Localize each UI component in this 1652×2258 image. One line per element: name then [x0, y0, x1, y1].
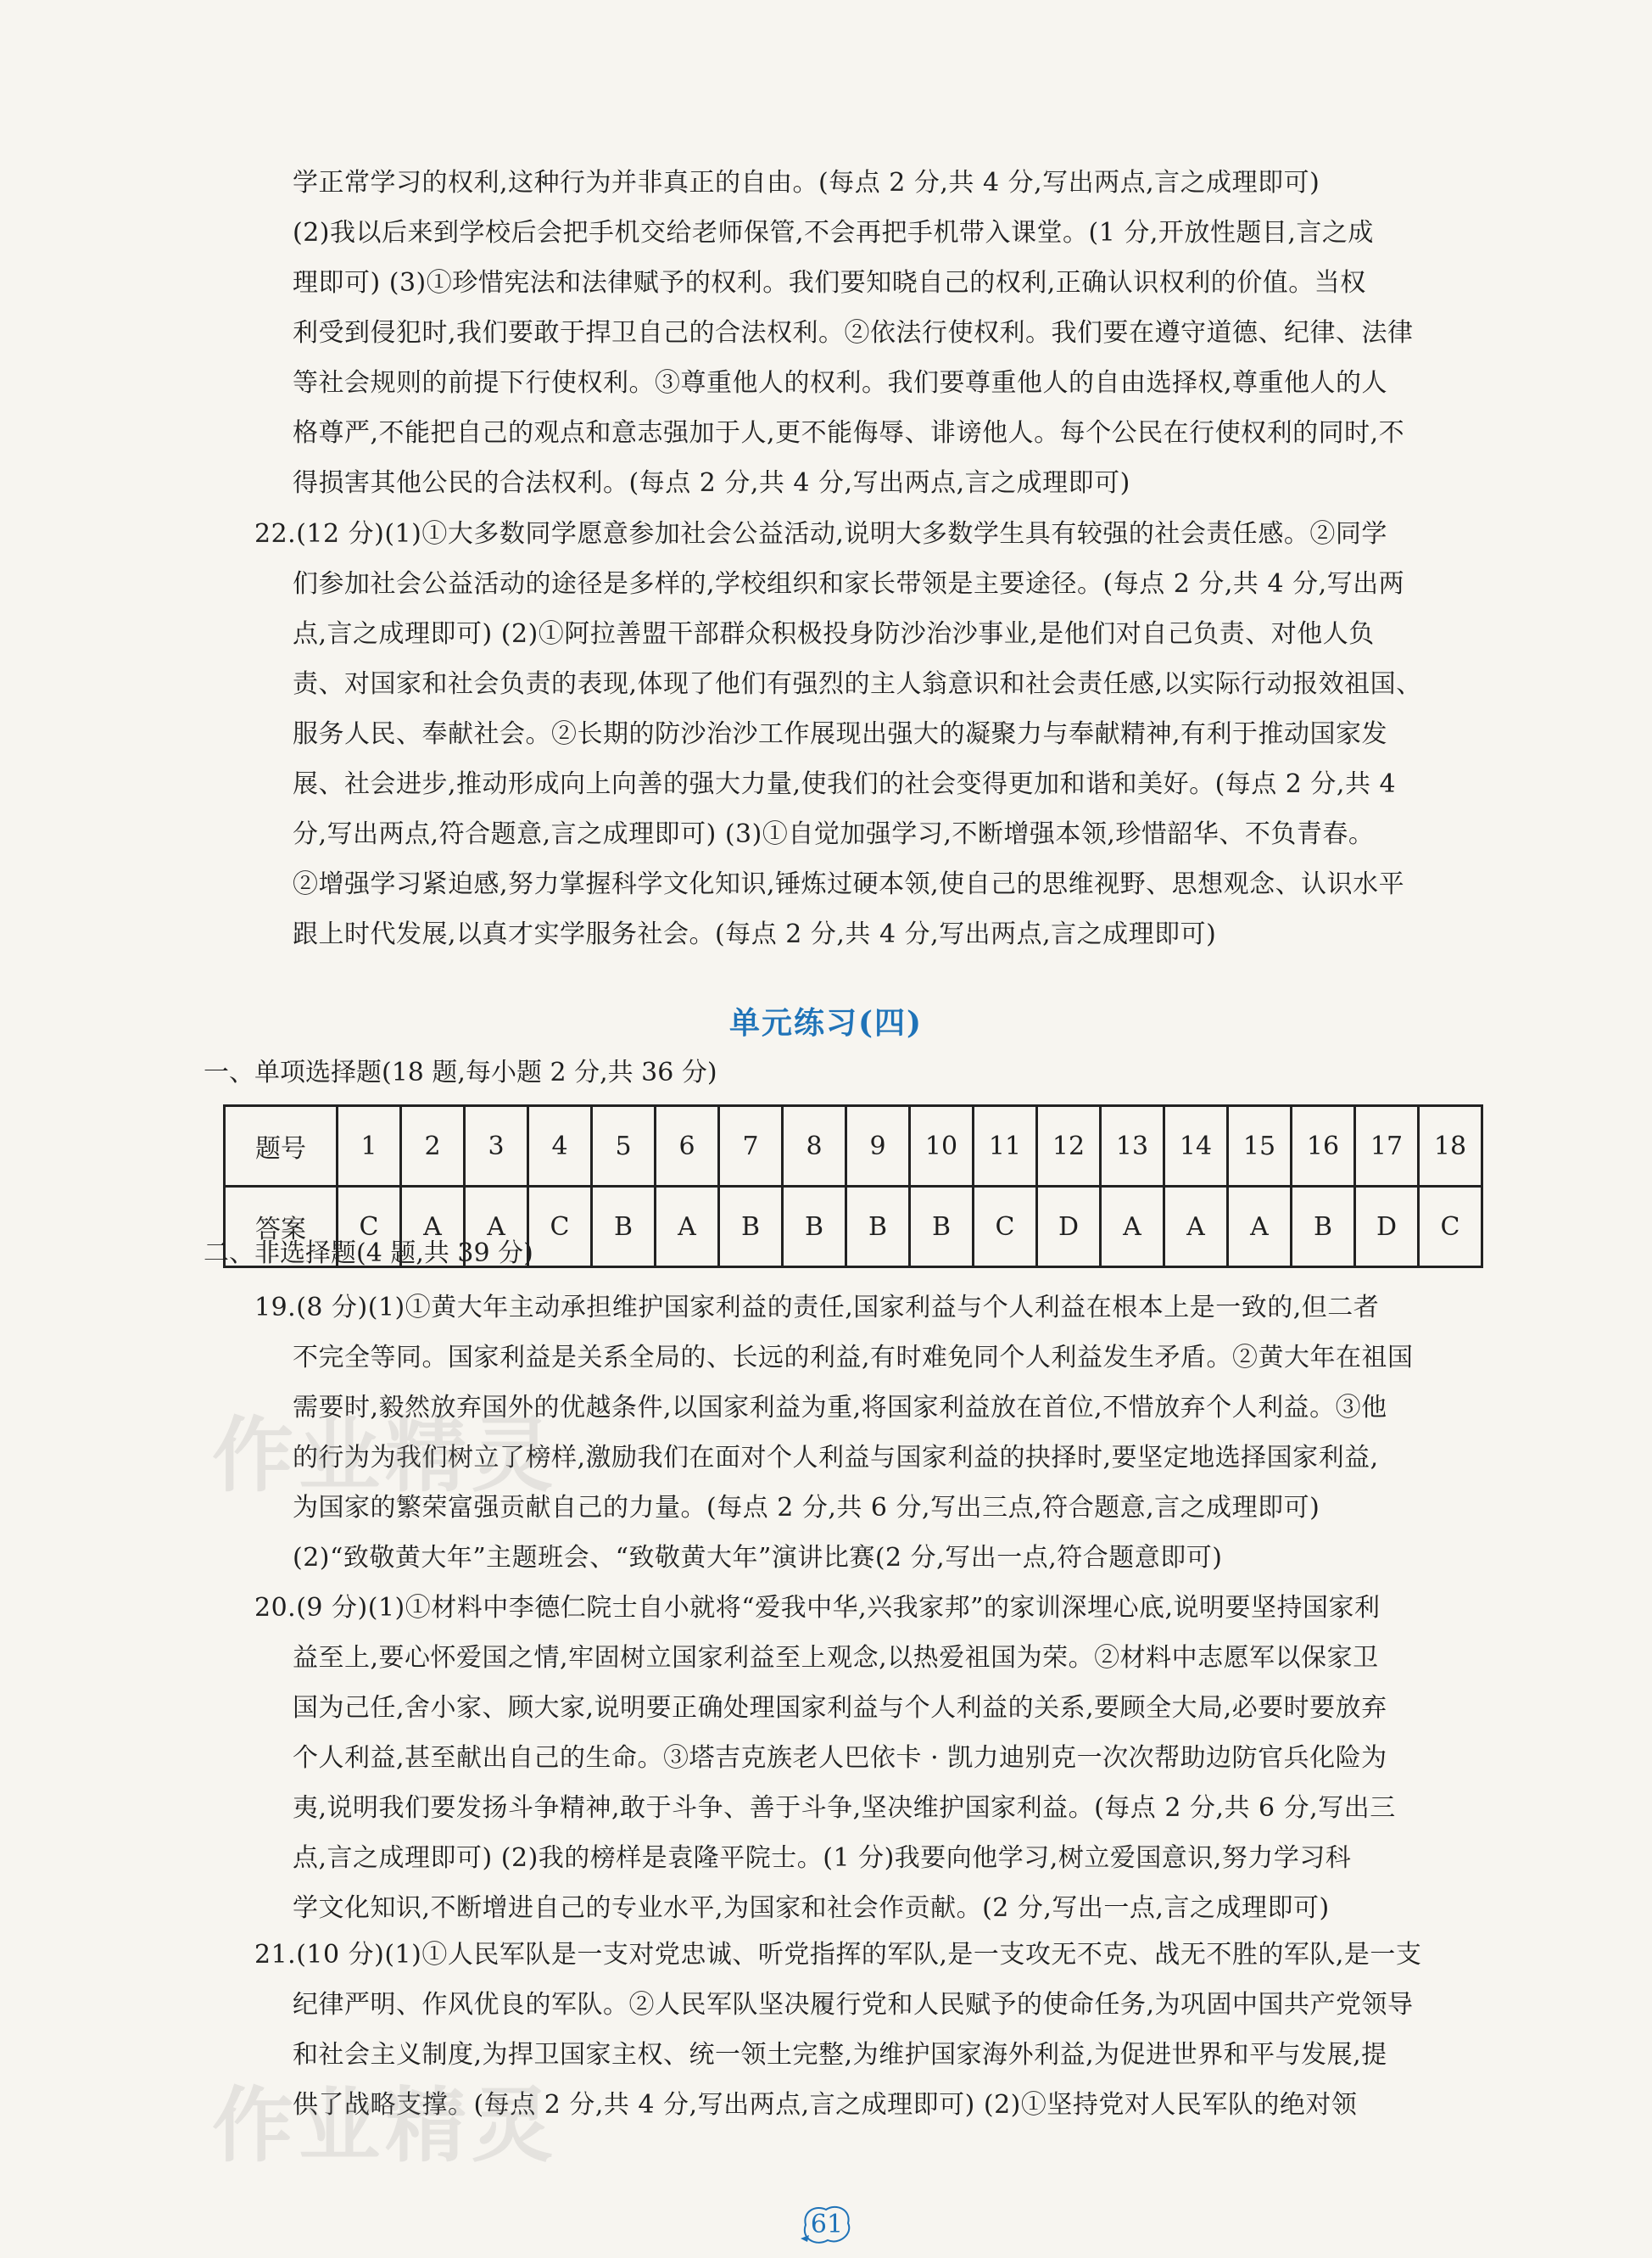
page-number-text: 61 [810, 2210, 844, 2239]
text-line: ②增强学习紧迫感,努力掌握科学文化知识,锤炼过硬本领,使自己的思维视野、思想观念、认识水平 [293, 869, 1405, 899]
text-line: 利受到侵犯时,我们要敢于捍卫自己的合法权利。②依法行使权利。我们要在遵守道德、纪律、法律 [293, 318, 1414, 348]
table-cell-number: 3 [465, 1106, 528, 1187]
text-line: 理即可) (3)①珍惜宪法和法律赋予的权利。我们要知晓自己的权利,正确认识权利的价值。当权 [293, 268, 1366, 298]
table-cell-answer: B [1292, 1187, 1355, 1267]
table-cell-answer: B [719, 1187, 783, 1267]
table-cell-answer: B [910, 1187, 974, 1267]
row-label: 题号 [225, 1106, 338, 1187]
text-line: 个人利益,甚至献出自己的生命。③塔吉克族老人巴依卡 · 凯力迪别克一次次帮助边防官兵化险为 [293, 1743, 1387, 1773]
table-cell-answer: C [974, 1187, 1037, 1267]
table-cell-answer: D [1355, 1187, 1419, 1267]
text-line: 20.(9 分)(1)①材料中李德仁院士自小就将“爱我中华,兴我家邦”的家训深埋心底,说明要坚持国家利 [254, 1593, 1381, 1623]
text-line: 服务人民、奉献社会。②长期的防沙治沙工作展现出强大的凝聚力与奉献精神,有利于推动国家发 [293, 719, 1388, 749]
table-cell-answer: C [528, 1187, 592, 1267]
table-cell-number: 5 [592, 1106, 656, 1187]
section-title: 单元练习(四) [728, 1005, 924, 1041]
page-number [797, 2201, 857, 2249]
table-cell-number: 8 [783, 1106, 846, 1187]
text-line: 的行为为我们树立了榜样,激励我们在面对个人利益与国家利益的抉择时,要坚定地选择国家利益, [293, 1443, 1379, 1473]
text-line: 需要时,毅然放弃国外的优越条件,以国家利益为重,将国家利益放在首位,不惜放弃个人利益。③他 [293, 1393, 1387, 1422]
table-cell-number: 9 [846, 1106, 910, 1187]
table-cell-number: 10 [910, 1106, 974, 1187]
table-cell-answer: A [401, 1187, 465, 1267]
text-line: 学文化知识,不断增进自己的专业水平,为国家和社会作贡献。(2 分,写出一点,言之成理即可) [293, 1893, 1330, 1923]
table-row-numbers [225, 1106, 1482, 1187]
table-cell-number: 2 [401, 1106, 465, 1187]
text-line: 益至上,要心怀爱国之情,牢固树立国家利益至上观念,以热爱祖国为荣。②材料中志愿军以保家卫 [293, 1643, 1379, 1673]
text-line: 点,言之成理即可) (2)①阿拉善盟干部群众积极投身防沙治沙事业,是他们对自己负责、对他人负 [293, 619, 1375, 649]
text-line: 点,言之成理即可) (2)我的榜样是袁隆平院士。(1 分)我要向他学习,树立爱国意识,努力学习科 [293, 1843, 1352, 1873]
table-cell-answer: C [338, 1187, 401, 1267]
text-line: (2)“致敬黄大年”主题班会、“致敬黄大年”演讲比赛(2 分,写出一点,符合题意即可) [293, 1543, 1223, 1573]
table-cell-number: 13 [1101, 1106, 1164, 1187]
text-line: 跟上时代发展,以真才实学服务社会。(每点 2 分,共 4 分,写出两点,言之成理即可) [293, 919, 1217, 949]
text-line: 国为己任,舍小家、顾大家,说明要正确处理国家利益与个人利益的关系,要顾全大局,必要时要放弃 [293, 1693, 1387, 1723]
table-cell-number: 16 [1292, 1106, 1355, 1187]
table-cell-answer: A [1228, 1187, 1292, 1267]
table-cell-answer: A [1101, 1187, 1164, 1267]
part1-heading: 一、单项选择题(18 题,每小题 2 分,共 36 分) [204, 1058, 717, 1087]
text-line: 21.(10 分)(1)①人民军队是一支对党忠诚、听党指挥的军队,是一支攻无不克、战无不胜的军队,是一支 [254, 1940, 1422, 1970]
text-line: 19.(8 分)(1)①黄大年主动承担维护国家利益的责任,国家利益与个人利益在根本上是一致的,但二者 [254, 1293, 1380, 1322]
text-line: 展、社会进步,推动形成向上向善的强大力量,使我们的社会变得更加和谐和美好。(每点 2 分,共 4 [293, 769, 1397, 799]
q22-answer [254, 509, 1514, 959]
text-line: 分,写出两点,符合题意,言之成理即可) (3)①自觉加强学习,不断增强本领,珍惜韶华、不负青春。 [293, 819, 1375, 849]
table-cell-number: 12 [1037, 1106, 1101, 1187]
text-line: 学正常学习的权利,这种行为并非真正的自由。(每点 2 分,共 4 分,写出两点,言之成理即可) [293, 168, 1320, 198]
table-cell-answer: B [783, 1187, 846, 1267]
watermark-logo: 作业精灵 [212, 1408, 558, 1503]
text-line: 等社会规则的前提下行使权利。③尊重他人的权利。我们要尊重他人的自由选择权,尊重他人的人 [293, 368, 1388, 398]
text-line: 和社会主义制度,为捍卫国家主权、统一领土完整,为维护国家海外利益,为促进世界和平与发展,提 [293, 2040, 1387, 2070]
table-cell-number: 4 [528, 1106, 592, 1187]
q20-answer [254, 1583, 1514, 1933]
row-label: 答案 [225, 1187, 338, 1267]
text-line: 责、对国家和社会负责的表现,体现了他们有强烈的主人翁意识和社会责任感,以实际行动报效祖国、 [293, 669, 1422, 699]
table-cell-number: 15 [1228, 1106, 1292, 1187]
text-line: 不完全等同。国家利益是关系全局的、长远的利益,有时难免同个人利益发生矛盾。②黄大年在祖国 [293, 1343, 1414, 1372]
table-cell-number: 7 [719, 1106, 783, 1187]
q21-prev-continuation [254, 158, 1514, 508]
text-line: 22.(12 分)(1)①大多数同学愿意参加社会公益活动,说明大多数学生具有较强的社会责任感。②同学 [254, 519, 1387, 549]
watermark-logo: 作业精灵 [212, 2078, 558, 2173]
table-cell-answer: A [656, 1187, 719, 1267]
table-cell-answer: D [1037, 1187, 1101, 1267]
text-line: 们参加社会公益活动的途径是多样的,学校组织和家长带领是主要途径。(每点 2 分,共 4 分,写出两 [293, 569, 1405, 599]
table-cell-answer: C [1419, 1187, 1482, 1267]
text-line: 供了战略支撑。(每点 2 分,共 4 分,写出两点,言之成理即可) (2)①坚持党对人民军队的绝对领 [293, 2090, 1358, 2120]
table-cell-answer: B [592, 1187, 656, 1267]
text-line: (2)我以后来到学校后会把手机交给老师保管,不会再把手机带入课堂。(1 分,开放性题目,言之成 [293, 218, 1374, 248]
text-line: 得损害其他公民的合法权利。(每点 2 分,共 4 分,写出两点,言之成理即可) [293, 468, 1130, 498]
table-cell-number: 1 [338, 1106, 401, 1187]
part2-heading: 二、非选择题(4 题,共 39 分) [204, 1238, 533, 1268]
text-line: 纪律严明、作风优良的军队。②人民军队坚决履行党和人民赋予的使命任务,为巩固中国共产党领导 [293, 1990, 1414, 2020]
text-line: 夷,说明我们要发扬斗争精神,敢于斗争、善于斗争,坚决维护国家利益。(每点 2 分,共 6 分,写出三 [293, 1793, 1396, 1823]
table-cell-number: 14 [1164, 1106, 1228, 1187]
table-cell-number: 17 [1355, 1106, 1419, 1187]
table-cell-number: 18 [1419, 1106, 1482, 1187]
table-cell-answer: A [465, 1187, 528, 1267]
table-cell-number: 11 [974, 1106, 1037, 1187]
table-cell-answer: B [846, 1187, 910, 1267]
table-cell-number: 6 [656, 1106, 719, 1187]
table-cell-answer: A [1164, 1187, 1228, 1267]
text-line: 格尊严,不能把自己的观点和意志强加于人,更不能侮辱、诽谤他人。每个公民在行使权利的同时,不 [293, 418, 1405, 448]
text-line: 为国家的繁荣富强贡献自己的力量。(每点 2 分,共 6 分,写出三点,符合题意,言之成理即可) [293, 1493, 1320, 1523]
